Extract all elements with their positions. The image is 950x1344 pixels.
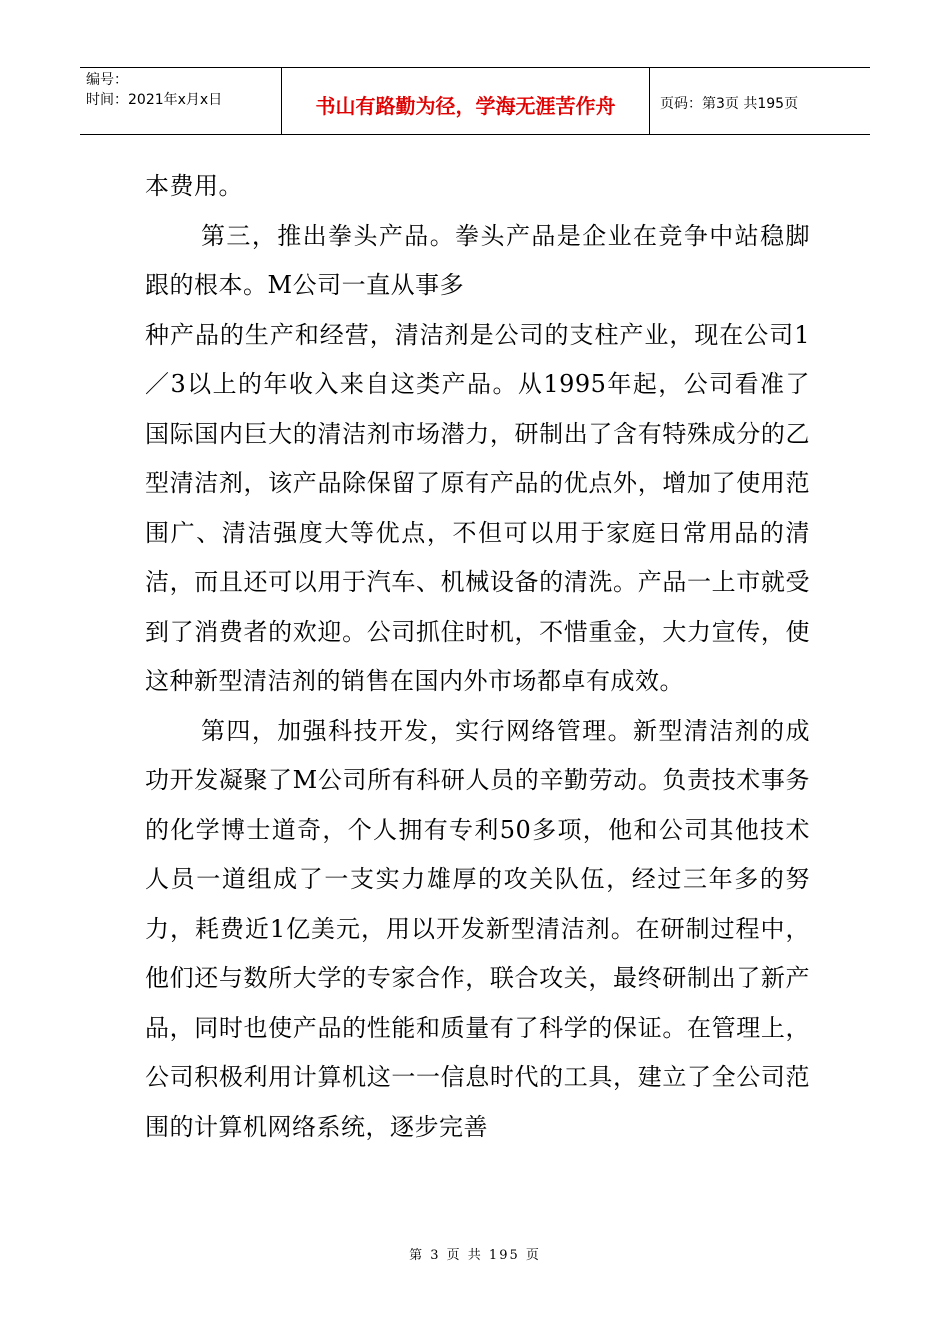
page-header bbox=[80, 67, 870, 135]
header-meta bbox=[80, 68, 282, 134]
document-body bbox=[145, 162, 810, 1152]
document-time-label: 时间：2021年x月x日 bbox=[86, 92, 223, 108]
document-number-label: 编号： bbox=[86, 72, 128, 88]
paragraph-1: 本费用。 bbox=[145, 172, 243, 200]
header-motto: 书山有路勤为径，学海无涯苦作舟 bbox=[282, 68, 650, 134]
paragraph-2: 第三，推出拳头产品。拳头产品是企业在竞争中站稳脚跟的根本。M公司一直从事多 bbox=[145, 221, 810, 299]
page-footer: 第 3 页 共 195 页 bbox=[409, 1248, 541, 1263]
header-page-info: 页码：第3页 共195页 bbox=[660, 96, 799, 112]
paragraph-3: 种产品的生产和经营，清洁剂是公司的支柱产业，现在公司1／3以上的年收入来自这类产品。从1995年起，公司看准了国际国内巨大的清洁剂市场潜力，研制出了含有特殊成分的乙型清洁剂，该产品除保留了原有产品的优点外，增加了使用范围广、清洁强度大等优点，不但可以用于家庭日常用品的清洁，而且还可以用于汽车、机械设备的清洗。产品一上市就受到了消费者的欢迎。公司抓住时机，不惜重金，大力宣传，使这种新型清洁剂的销售在国内外市场都卓有成效。 bbox=[145, 320, 810, 695]
paragraph-4: 第四，加强科技开发，实行网络管理。新型清洁剂的成功开发凝聚了M公司所有科研人员的辛勤劳动。负责技术事务的化学博士道奇，个人拥有专利50多项，他和公司其他技术人员一道组成了一支实力雄厚的攻关队伍，经过三年多的努力，耗费近1亿美元，用以开发新型清洁剂。在研制过程中，他们还与数所大学的专家合作，联合攻关，最终研制出了新产品，同时也使产品的性能和质量有了科学的保证。在管理上，公司积极利用计算机这一一信息时代的工具，建立了全公司范围的计算机网络系统，逐步完善 bbox=[145, 716, 810, 1141]
